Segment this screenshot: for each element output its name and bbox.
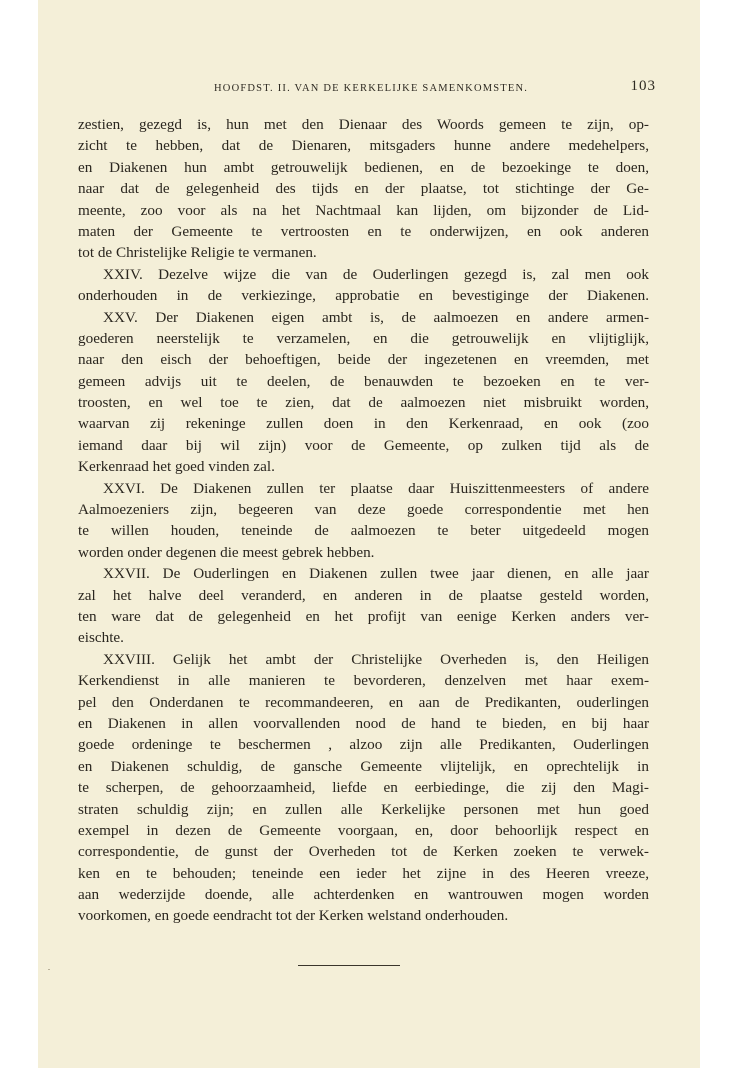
text-line: eischte.	[78, 629, 124, 647]
text-line: onderhouden in de verkiezinge, approbatie en bevestiginge der Diakenen.	[78, 287, 649, 305]
article-xxvii-start: XXVII. De Ouderlingen en Diakenen zullen twee jaar dienen, en alle jaar	[103, 565, 649, 583]
page-number: 103	[630, 78, 656, 94]
text-line: te scherpen, de gehoorzaamheid, liefde en eerbiedinge, die zij den Magi-	[78, 779, 649, 797]
article-xxiv-start: XXIV. Dezelve wijze die van de Ouderlingen gezegd is, zal men ook	[103, 265, 649, 283]
article-xxvi-start: XXVI. De Diakenen zullen ter plaatse daar Huiszittenmeesters of andere	[103, 479, 649, 497]
article-xxv-start: XXV. Der Diakenen eigen ambt is, de aalmoezen en andere armen-	[103, 308, 649, 326]
text-line: tot de Christelijke Religie te vermanen.	[78, 244, 317, 262]
text-line: gemeen advijs uit te deelen, de benauwden te bezoeken en te ver-	[78, 372, 649, 390]
text-line: en Diakenen schuldig, de gansche Gemeente vlijtelijk, en oprechtelijk in	[78, 757, 649, 775]
text-line: naar den eisch der behoeftigen, beide der ingezetenen en vreemden, met	[78, 351, 649, 369]
article-xxviii-start: XXVIII. Gelijk het ambt der Christelijke Overheden is, den Heiligen	[103, 650, 649, 668]
text-line: en Diakenen hun ambt getrouwelijk bedienen, en de bezoekinge te doen,	[78, 158, 649, 176]
text-line: worden onder degenen die meest gebrek hebben.	[78, 543, 375, 561]
running-head: HOOFDST. II. VAN DE KERKELIJKE SAMENKOMSTEN.	[214, 83, 529, 94]
paper-speck	[48, 969, 50, 970]
text-line: zicht te hebben, dat de Dienaren, mitsgaders hunne andere medehelpers,	[78, 137, 649, 155]
text-line: zestien, gezegd is, hun met den Dienaar des Woords gemeen te zijn, op-	[78, 116, 649, 133]
text-line: correspondentie, de gunst der Overheden tot de Kerken zoeken te verwek-	[78, 843, 649, 861]
text-line: waarvan zij rekeninge zullen doen in den Kerkenraad, en ook (zoo	[78, 415, 649, 433]
text-line: ten ware dat de gelegenheid en het profijt van eenige Kerken anders ver-	[78, 607, 649, 625]
text-line: naar dat de gelegenheid des tijds en der plaatse, tot stichtinge der Ge-	[78, 180, 649, 198]
text-line: te willen houden, teneinde de aalmoezen te beter uitgedeeld mogen	[78, 522, 649, 540]
text-line: goederen neerstelijk te verzamelen, en die getrouwelijk en vlijtiglijk,	[78, 329, 649, 347]
text-line: straten schuldig zijn; en zullen alle Kerkelijke personen met hun goed	[78, 800, 649, 818]
text-line: Aalmoezeniers zijn, begeeren van deze goede correspondentie met hen	[78, 501, 649, 519]
text-line: en Diakenen in allen voorvallenden nood de hand te bieden, en bij haar	[78, 714, 649, 732]
text-line: maten der Gemeente te vertroosten en te onderwijzen, en ook anderen	[78, 222, 649, 240]
book-page	[38, 0, 700, 1068]
text-line: aan wederzijde doende, alle achterdenken en wantrouwen mogen worden	[78, 886, 649, 904]
text-line: exempel in dezen de Gemeente voorgaan, en, door behoorlijk respect en	[78, 821, 649, 839]
body-text	[78, 114, 649, 927]
text-line: Kerkenraad het goed vinden zal.	[78, 458, 275, 476]
page-header	[78, 78, 656, 100]
text-line: Kerkendienst in alle manieren te bevorderen, denzelven met haar exem-	[78, 672, 649, 690]
text-line: meente, zoo voor als na het Nachtmaal kan lijden, om bijzonder de Lid-	[78, 201, 649, 219]
text-line: zal het halve deel veranderd, en anderen in de plaatse gesteld worden,	[78, 586, 649, 604]
end-rule-divider	[298, 965, 400, 966]
text-line: goede ordeninge te beschermen , alzoo zijn alle Predikanten, Ouderlingen	[78, 736, 649, 754]
text-line: iemand daar bij wil zijn) voor de Gemeente, op zulken tijd als de	[78, 436, 649, 454]
text-line: voorkomen, en goede eendracht tot der Kerken welstand onderhouden.	[78, 907, 509, 925]
text-line: troosten, en wel toe te zien, dat de aalmoezen niet misbruikt worden,	[78, 394, 649, 412]
text-line: ken en te behouden; teneinde een ieder het zijne in des Heeren vreeze,	[78, 864, 649, 882]
text-line: pel den Onderdanen te recommandeeren, en aan de Predikanten, ouderlingen	[78, 693, 649, 711]
